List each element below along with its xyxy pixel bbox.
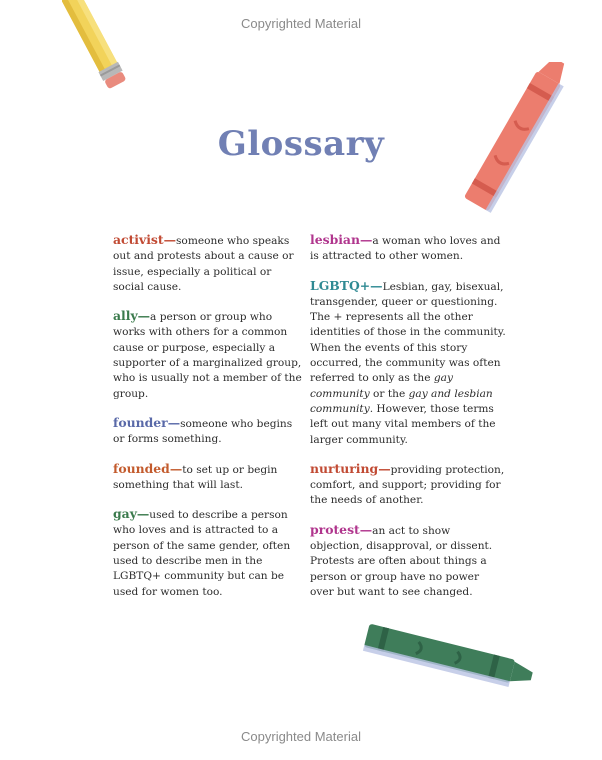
term-gay: gay — [113,506,149,521]
copyright-watermark-top: Copyrighted Material [241,16,361,31]
definition-lesbian: a woman who loves and is attracted to other women. [310,235,501,263]
glossary-entry-ally [113,308,303,402]
glossary-column-right [310,232,506,613]
definition-lgbtq-em1: gay community [310,372,453,400]
term-nurturing: nurturing — [310,461,391,476]
definition-lgbtq-em2: gay and lesbian community [310,387,493,415]
term-founder: founder — [113,415,180,430]
definition-lgbtq-part3: . However, those terms left out many vital members of the larger community. [310,402,496,446]
definition-protest: an act to show objection, disapproval, or dissent. Protests are often about things a person or group have no power over but want to see changed. [310,524,493,598]
term-ally: ally — [113,308,150,323]
term-lesbian: lesbian — [310,232,372,247]
glossary-entry-lesbian [310,232,506,265]
glossary-entry-nurturing [310,461,506,509]
term-lgbtq: LGBTQ+ — [310,278,383,293]
page-title: Glossary [217,124,385,164]
glossary-column-left [113,232,303,613]
definition-activist: someone who speaks out and protests about a cause or issue, especially a political or social cause. [113,235,294,293]
glossary-entry-founded [113,461,303,494]
glossary-entry-lgbtq [310,278,506,448]
definition-lgbtq-part1: Lesbian, gay, bisexual, transgender, queer or questioning. The + represents all the other identities of those in the community. When the events of this story occurred, the community was often referred to only as the [310,280,506,385]
definition-founded: to set up or begin something that will last. [113,463,278,491]
green-crayon-icon [356,622,544,692]
definition-founder: someone who begins or forms something. [113,417,293,446]
glossary-entry-gay [113,506,303,600]
pencil-icon [62,0,132,100]
term-protest: protest — [310,522,372,537]
term-activist: activist — [113,232,176,247]
copyright-watermark-bottom: Copyrighted Material [241,729,361,744]
glossary-entry-protest [310,522,506,600]
definition-gay: used to describe a person who loves and is attracted to a person of the same gender, often used to describe men in the LGBTQ+ community but can be used for women too. [113,509,291,598]
glossary-entry-activist [113,232,303,295]
definition-nurturing: providing protection, comfort, and support; providing for the needs of another. [310,463,505,507]
definition-lgbtq-part2: or the [369,387,409,400]
glossary-entry-founder [113,415,303,448]
definition-ally: a person or group who works with others for a common cause or purpose, especially a supporter of a marginalized group, who is usually not a member of the group. [113,311,302,400]
term-founded: founded — [113,461,182,476]
